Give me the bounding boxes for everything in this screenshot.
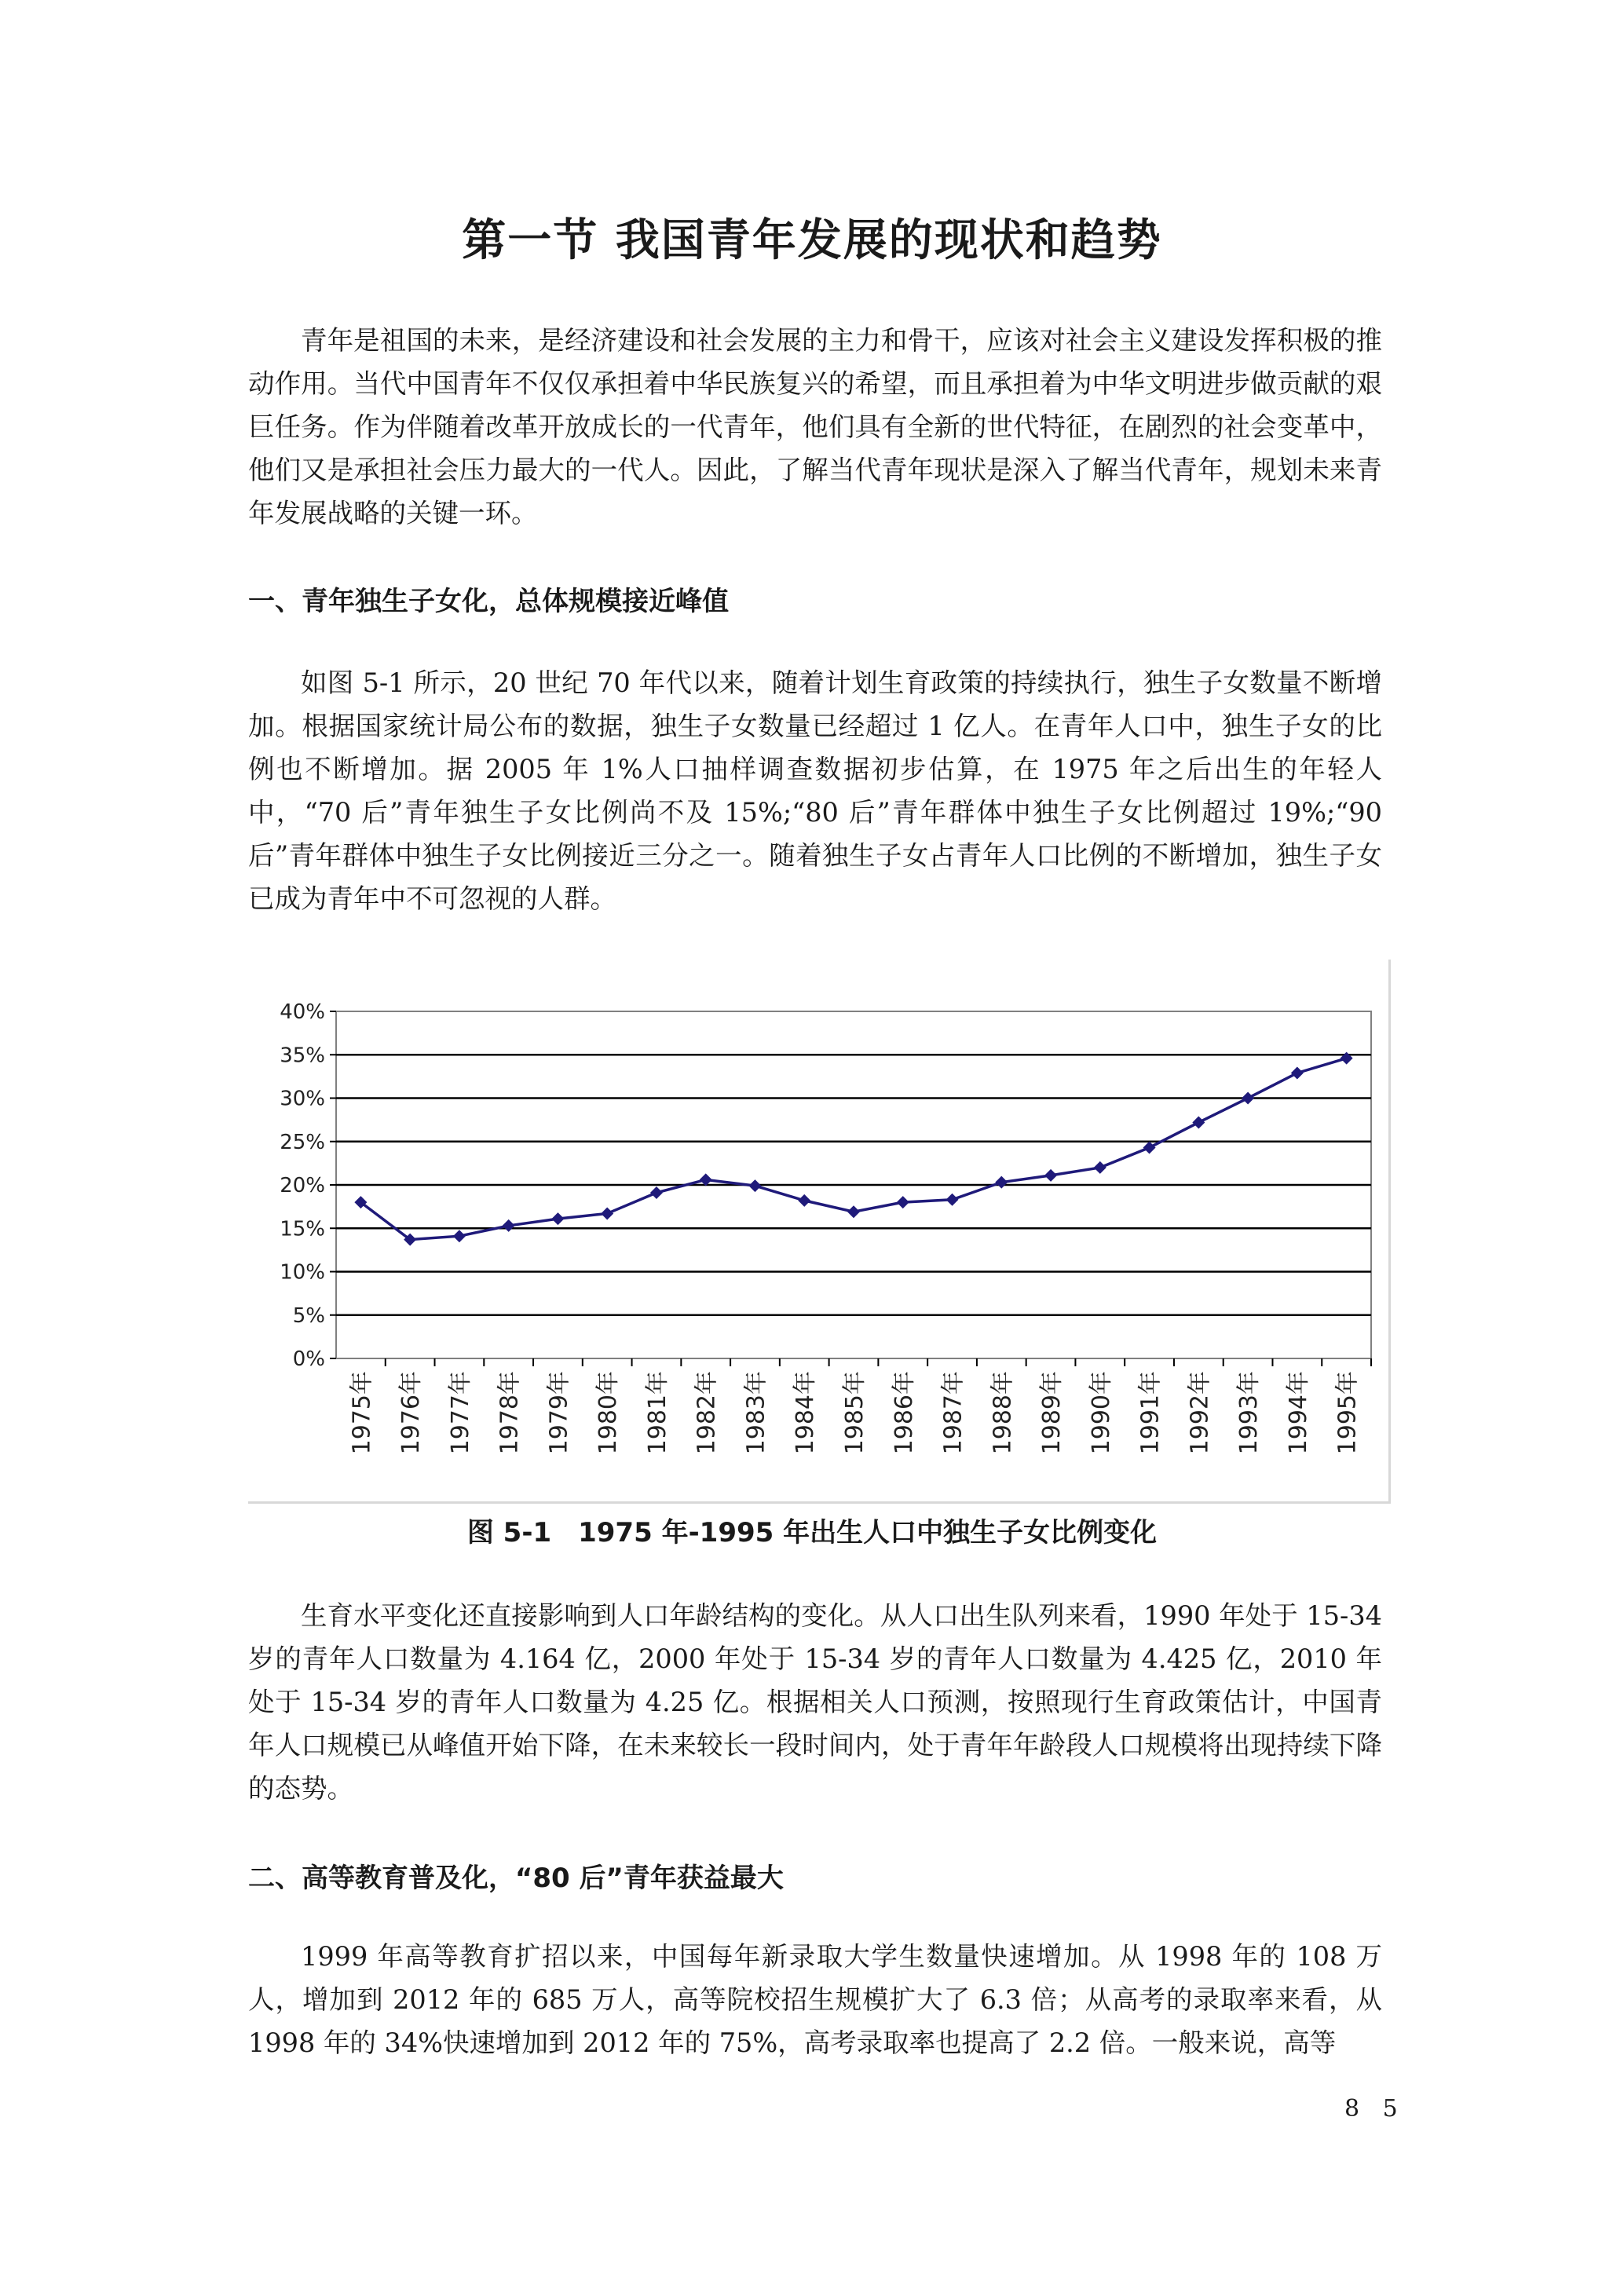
x-tick-label: 1975年 bbox=[348, 1371, 376, 1455]
x-tick-label: 1977年 bbox=[446, 1371, 474, 1455]
x-tick-label: 1985年 bbox=[841, 1371, 869, 1455]
y-tick-label: 30% bbox=[280, 1087, 325, 1111]
line-chart bbox=[248, 960, 1388, 1501]
y-tick-label: 10% bbox=[280, 1260, 325, 1285]
x-tick-label: 1980年 bbox=[594, 1371, 623, 1455]
x-tick-label: 1979年 bbox=[545, 1371, 573, 1455]
section-2-heading: 二、高等教育普及化，“80 后”青年获益最大 bbox=[248, 1863, 784, 1894]
section-1-paragraph-2: 生育水平变化还直接影响到人口年龄结构的变化。从人口出生队列来看，1990 年处于 15-34 岁的青年人口数量为 4.164 亿，2000 年处于 15-34 岁的青年人口数量为 4.425 亿，2010 年处于 15-34 岁的青年人口数量为 4.25 亿。根据相关人口预测，按照现行生育政策估计，中国青年人口规模已从峰值开始下降，在未来较长一段时间内，处于青年年龄段人口规模将出现持续下降的态势。 bbox=[248, 1600, 1382, 1804]
x-tick-label: 1992年 bbox=[1186, 1371, 1214, 1455]
page-number: 8 5 bbox=[1344, 2095, 1406, 2122]
x-tick-label: 1981年 bbox=[643, 1371, 671, 1455]
section-2-paragraph-1: 1999 年高等教育扩招以来，中国每年新录取大学生数量快速增加。从 1998 年的 108 万人，增加到 2012 年的 685 万人，高等院校招生规模扩大了 6.3 倍；从高考的录取率来看，从 1998 年的 34%快速增加到 2012 年的 75%，高考录取率也提高了 2.2 倍。一般来说，高等 bbox=[248, 1941, 1382, 2058]
x-tick-label: 1995年 bbox=[1333, 1371, 1362, 1455]
y-tick-label: 35% bbox=[280, 1044, 325, 1068]
x-tick-label: 1978年 bbox=[496, 1371, 524, 1455]
x-tick-label: 1989年 bbox=[1038, 1371, 1066, 1455]
x-tick-label: 1988年 bbox=[989, 1371, 1017, 1455]
y-tick-label: 20% bbox=[280, 1174, 325, 1197]
y-tick-label: 5% bbox=[292, 1303, 325, 1328]
chart-figure bbox=[248, 960, 1391, 1504]
x-tick-label: 1993年 bbox=[1235, 1371, 1264, 1455]
section-1-heading: 一、青年独生子女化，总体规模接近峰值 bbox=[248, 586, 729, 617]
y-tick-label: 25% bbox=[280, 1130, 325, 1154]
section-1-paragraph-1: 如图 5-1 所示，20 世纪 70 年代以来，随着计划生育政策的持续执行，独生子女数量不断增加。根据国家统计局公布的数据，独生子女数量已经超过 1 亿人。在青年人口中，独生子女的比例也不断增加。据 2005 年 1%人口抽样调查数据初步估算，在 1975 年之后出生的年轻人中，“70 后”青年独生子女比例尚不及 15%;“80 后”青年群体中独生子女比例超过 19%;“90 后”青年群体中独生子女比例接近三分之一。随着独生子女占青年人口比例的不断增加，独生子女已成为青年中不可忽视的人群。 bbox=[248, 667, 1382, 914]
x-tick-label: 1976年 bbox=[397, 1371, 426, 1455]
page-title: 第一节 我国青年发展的现状和趋势 bbox=[462, 215, 1162, 266]
y-tick-label: 40% bbox=[280, 1000, 325, 1024]
y-tick-label: 0% bbox=[292, 1347, 325, 1371]
intro-paragraph: 青年是祖国的未来，是经济建设和社会发展的主力和骨干，应该对社会主义建设发挥积极的推动作用。当代中国青年不仅仅承担着中华民族复兴的希望，而且承担着为中华文明进步做贡献的艰巨任务。作为伴随着改革开放成长的一代青年，他们具有全新的世代特征，在剧烈的社会变革中，他们又是承担社会压力最大的一代人。因此，了解当代青年现状是深入了解当代青年，规划未来青年发展战略的关键一环。 bbox=[248, 325, 1382, 528]
x-tick-label: 1994年 bbox=[1284, 1371, 1312, 1455]
x-tick-label: 1983年 bbox=[742, 1371, 770, 1455]
figure-caption: 图 5-1 1975 年-1995 年出生人口中独生子女比例变化 bbox=[466, 1517, 1158, 1548]
x-tick-label: 1990年 bbox=[1087, 1371, 1115, 1455]
x-tick-label: 1986年 bbox=[890, 1371, 918, 1455]
x-tick-label: 1982年 bbox=[693, 1371, 721, 1455]
y-tick-label: 15% bbox=[280, 1217, 325, 1241]
x-tick-label: 1984年 bbox=[792, 1371, 820, 1455]
x-tick-label: 1991年 bbox=[1136, 1371, 1165, 1455]
x-tick-label: 1987年 bbox=[939, 1371, 967, 1455]
